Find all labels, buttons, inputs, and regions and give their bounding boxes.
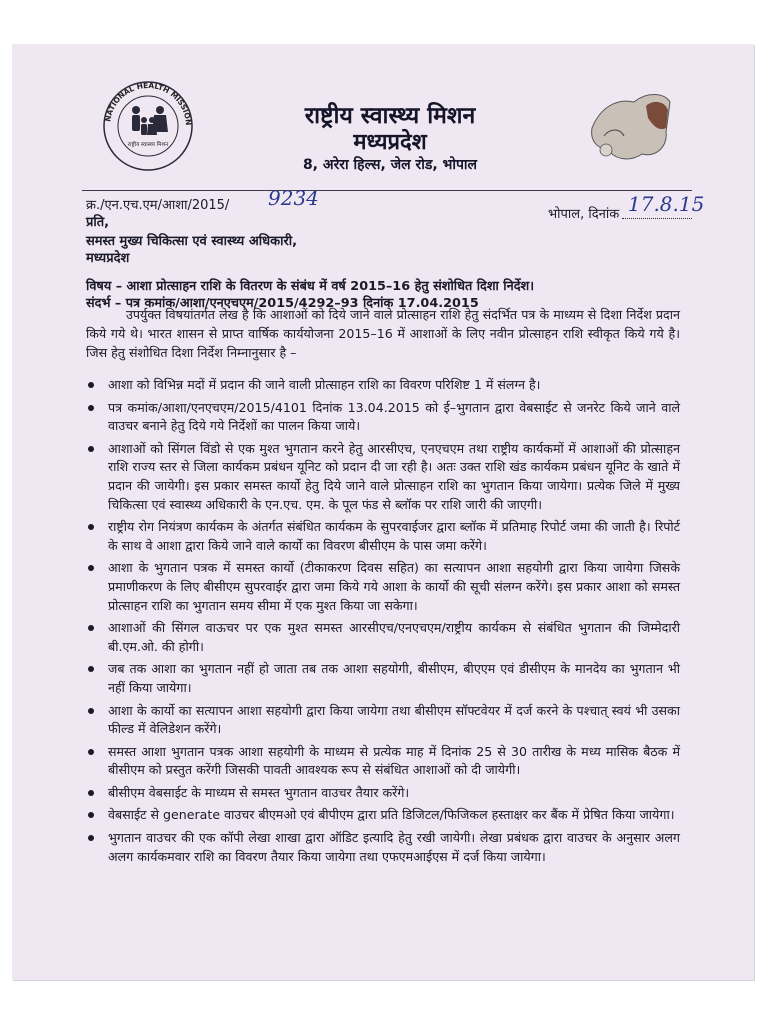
- list-item: आशा को विभिन्न मदों में प्रदान की जाने वाली प्रोत्साहन राशि का विवरण परिशिष्ट 1 में संलग्न है।: [86, 376, 680, 395]
- directive-list: [86, 376, 680, 870]
- list-item: भुगतान वाउचर की एक कॉपी लेखा शाखा द्वारा ऑडिट इत्यादि हेतु रखी जायेगी। लेखा प्रबंधक द्वारा वाउचर के अनुसार अलग अलग कार्यकमवार राशि का विवरण तैयार किया जायेगा तथा एफएमआईएस में दर्ज किया जायेगा।: [86, 829, 680, 866]
- handwritten-letter-number: 9234: [268, 186, 319, 210]
- intro-paragraph: उपर्युक्त विषयांतर्गत लेख है कि आशाओं को दिये जाने वाले प्रोत्साहन राशि हेतु संदर्भित पत्र के माध्यम से दिशा निर्देश प्रदान किये गये थे। भारत शासन से प्राप्त वार्षिक कार्ययोजना 2015–16 में आशाओं के लिए नवीन प्रोत्साहन राशि स्वीकृत किये गये है। जिस हेतु संशोधित दिशा निर्देश निम्नानुसार है –: [86, 307, 680, 360]
- handwritten-date: 17.8.15: [628, 192, 705, 216]
- subject-line: विषय – आशा प्रोत्साहन राशि के वितरण के संबंध में वर्ष 2015–16 हेतु संशोधित दिशा निर्देश।: [86, 279, 535, 294]
- list-item: वेबसाईट से generate वाउचर बीएमओ एवं बीपीएम द्वारा प्रति डिजिटल/फिजिकल हस्ताक्षर कर बैंक में प्रेषित किया जायेगा।: [86, 806, 680, 825]
- bullet-icon: [88, 446, 94, 452]
- reference-line: संदर्भ – पत्र कमांक/आशा/एनएचएम/2015/4292–93 दिनांक 17.04.2015: [86, 296, 479, 311]
- date-underline: [622, 218, 692, 219]
- list-item: राष्ट्रीय रोग नियंत्रण कार्यकम के अंतर्गत संबंधित कार्यकम के सुपरवाईजर द्वारा ब्लॉक में प्रतिमाह रिपोर्ट जमा की जाती है। रिपोर्ट के साथ वे आशा द्वारा किये जाने वाले कार्यो का विवरण बीसीएम के पास जमा करेंगे।: [86, 518, 680, 555]
- page-title: राष्ट्रीय स्वास्थ्य मिशन: [304, 103, 476, 129]
- list-item: आशा के कार्यो का सत्यापन आशा सहयोगी द्वारा किया जायेगा तथा बीसीएम सॉफ्टवेयर में दर्ज करने के पश्चात् स्वयं भी उसका फील्ड में वेलिडेशन करेंगे।: [86, 702, 680, 739]
- list-item: आशाओं की सिंगल वाऊचर पर एक मुश्त समस्त आरसीएच/एनएचएम/राष्ट्रीय कार्यकम से संबंधित भुगतान की जिम्मेदारी बी.एम.ओ. की होगी।: [86, 619, 680, 656]
- bullet-icon: [88, 812, 94, 818]
- bullet-icon: [88, 835, 94, 841]
- bullet-icon: [88, 405, 94, 411]
- addressee-to: समस्त मुख्य चिकित्सा एवं स्वास्थ्य अधिकारी,: [86, 234, 298, 249]
- logo-caption: राष्ट्रीय स्वास्थ्य मिशन: [127, 142, 169, 148]
- page-subtitle-state: मध्यप्रदेश: [353, 130, 427, 155]
- addressee-state: मध्यप्रदेश: [86, 251, 130, 266]
- list-item: पत्र कमांक/आशा/एनएचएम/2015/4101 दिनांक 13.04.2015 को ई–भुगतान द्वारा वेबसाईट से जनरेट किये जाने वाले वाउचर बनाने हेतु दिये गये निर्देशों का पालन किया जाये।: [86, 399, 680, 436]
- logo-ring-text: NATIONAL HEALTH MISSION: [103, 80, 194, 126]
- header-divider: [82, 190, 692, 191]
- list-item: आशाओं को सिंगल विंडो से एक मुश्त भुगतान करने हेतु आरसीएच, एनएचएम तथा राष्ट्रीय कार्यकमों में आशाओं की प्रोत्साहन राशि राज्य स्तर से जिला कार्यकम प्रबंधन यूनिट को प्रदान दी जा रही है। अतः उक्त राशि खंड कार्यकम प्रबंधन यूनिट के खाते में प्रदान की जायेगी। इस प्रकार समस्त कार्यो हेतु दिये जाने वाले प्रोत्साहन राशि का भुगतान किया जायेगा। प्रत्येक जिले में मुख्य चिकित्सा एवं स्वास्थ्य अधिकारी के एन.एच. एम. के पूल फंड से ब्लॉक पर राशि जारी की जाएगी।: [86, 440, 680, 514]
- list-item: समस्त आशा भुगतान पत्रक आशा सहयोगी के माध्यम से प्रत्येक माह में दिनांक 25 से 30 तारीख के मध्य मासिक बैठक में बीसीएम को प्रस्तुत करेंगी जिसकी पावती आवश्यक रूप से संबंधित आशाओं को दी जायेगी।: [86, 743, 680, 780]
- bullet-icon: [88, 666, 94, 672]
- bullet-icon: [88, 524, 94, 530]
- bullet-icon: [88, 749, 94, 755]
- list-item: आशा के भुगतान पत्रक में समस्त कार्यो (टीकाकरण दिवस सहित) का सत्यापन आशा सहयोगी द्वारा किया जायेगा जिसके प्रमाणीकरण के लिए बीसीएम सुपरवाईर द्वारा जमा किये गये आशा के कार्यो की सूची संलग्न करेंगे। इस प्रकार आशा को समस्त प्रोत्साहन राशि का भुगतान समय सीमा में एक मुश्त किया जा सकेगा।: [86, 559, 680, 615]
- svg-text:NATIONAL HEALTH MISSION: [103, 81, 193, 126]
- addressee-prati: प्रति,: [86, 215, 110, 230]
- nhm-logo-icon: [92, 70, 204, 182]
- bullet-icon: [88, 790, 94, 796]
- office-address: 8, अरेरा हिल्स, जेल रोड, भोपाल: [302, 157, 478, 173]
- list-item: जब तक आशा का भुगतान नहीं हो जाता तब तक आशा सहयोगी, बीसीएम, बीएएम एवं डीसीएम के मानदेय का भुगतान भी नहीं किया जायेगा।: [86, 660, 680, 697]
- bullet-icon: [88, 625, 94, 631]
- letter-reference: क्र./एन.एच.एम/आशा/2015/: [86, 198, 230, 213]
- bullet-icon: [88, 565, 94, 571]
- list-item: बीसीएम वेबसाईट के माध्यम से समस्त भुगतान वाउचर तैयार करेंगे।: [86, 784, 680, 803]
- mp-emblem-icon: [586, 88, 678, 168]
- date-label: भोपाल, दिनांक: [548, 207, 620, 222]
- bullet-icon: [88, 382, 94, 388]
- bullet-icon: [88, 708, 94, 714]
